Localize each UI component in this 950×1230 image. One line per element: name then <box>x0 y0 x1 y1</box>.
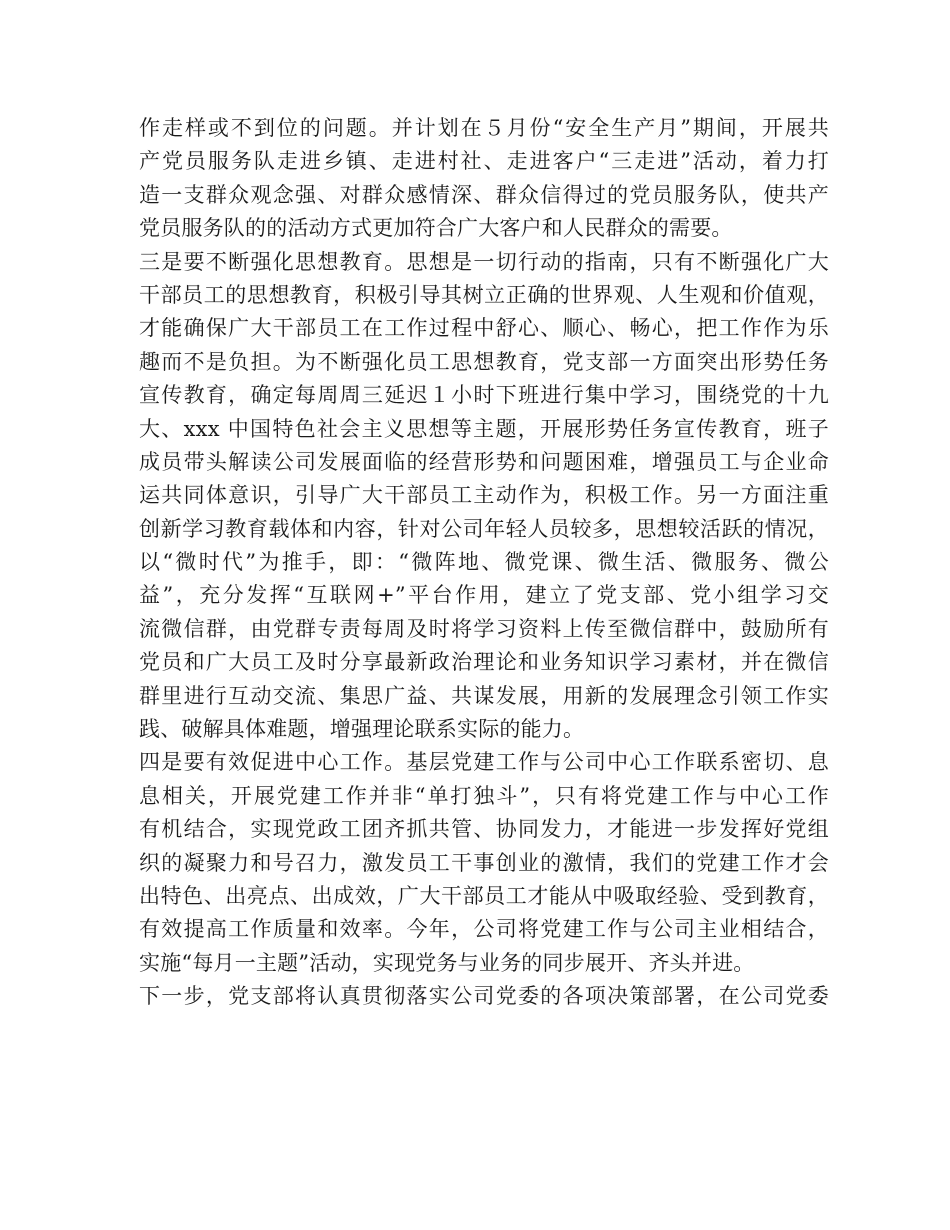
text-line: 成员带头解读公司发展面临的经营形势和问题困难，增强员工与企业命 <box>139 449 829 474</box>
text-line: 践、破解具体难题，增强理论联系实际的能力。 <box>139 717 585 742</box>
text-line: 下一步，党支部将认真贯彻落实公司党委的各项决策部署，在公司党委 <box>139 984 829 1009</box>
text-line: 以“微时代”为推手，即：“微阵地、微党课、微生活、微服务、微公 <box>139 550 829 575</box>
text-line: 有机结合，实现党政工团齐抓共管、协同发力，才能进一步发挥好党组 <box>139 817 829 842</box>
text-line: 趣而不是负担。为不断强化员工思想教育，党支部一方面突出形势任务 <box>139 349 829 374</box>
text-line: 大、xxx 中国特色社会主义思想等主题，开展形势任务宣传教育，班子 <box>139 416 829 441</box>
body-text <box>139 112 829 1014</box>
text-line: 实施“每月一主题”活动，实现党务与业务的同步展开、齐头并进。 <box>139 950 755 975</box>
text-line: 运共同体意识，引导广大干部员工主动作为，积极工作。另一方面注重 <box>139 483 829 508</box>
text-line: 宣传教育，确定每周周三延迟１小时下班进行集中学习，围绕党的十九 <box>139 383 829 408</box>
text-line: 党员和广大员工及时分享最新政治理论和业务知识学习素材，并在微信 <box>139 650 829 675</box>
text-line: 四是要有效促进中心工作。基层党建工作与公司中心工作联系密切、息 <box>139 750 829 775</box>
text-line: 作走样或不到位的问题。并计划在５月份“安全生产月”期间，开展共 <box>139 116 829 140</box>
text-line: 益”，充分发挥“互联网+”平台作用，建立了党支部、党小组学习交 <box>139 583 829 608</box>
text-line: 创新学习教育载体和内容，针对公司年轻人员较多，思想较活跃的情况， <box>139 516 829 541</box>
text-line: 群里进行互动交流、集思广益、共谋发展，用新的发展理念引领工作实 <box>139 683 829 708</box>
text-line: 才能确保广大干部员工在工作过程中舒心、顺心、畅心，把工作作为乐 <box>139 316 829 341</box>
text-line: 息相关，开展党建工作并非“单打独斗”，只有将党建工作与中心工作 <box>139 783 829 808</box>
text-line: 有效提高工作质量和效率。今年，公司将党建工作与公司主业相结合， <box>139 917 829 942</box>
text-line: 织的凝聚力和号召力，激发员工干事创业的激情，我们的党建工作才会 <box>139 850 829 875</box>
text-line: 造一支群众观念强、对群众感情深、群众信得过的党员服务队，使共产 <box>139 182 829 207</box>
text-line: 产党员服务队走进乡镇、走进村社、走进客户“三走进”活动，着力打 <box>139 149 829 174</box>
text-line: 三是要不断强化思想教育。思想是一切行动的指南，只有不断强化广大 <box>139 249 829 274</box>
text-line: 干部员工的思想教育，积极引导其树立正确的世界观、人生观和价值观， <box>139 282 829 307</box>
text-line: 党员服务队的的活动方式更加符合广大客户和人民群众的需要。 <box>139 216 733 241</box>
text-line: 流微信群，由党群专责每周及时将学习资料上传至微信群中，鼓励所有 <box>139 616 829 641</box>
text-line: 出特色、出亮点、出成效，广大干部员工才能从中吸取经验、受到教育， <box>139 883 829 908</box>
